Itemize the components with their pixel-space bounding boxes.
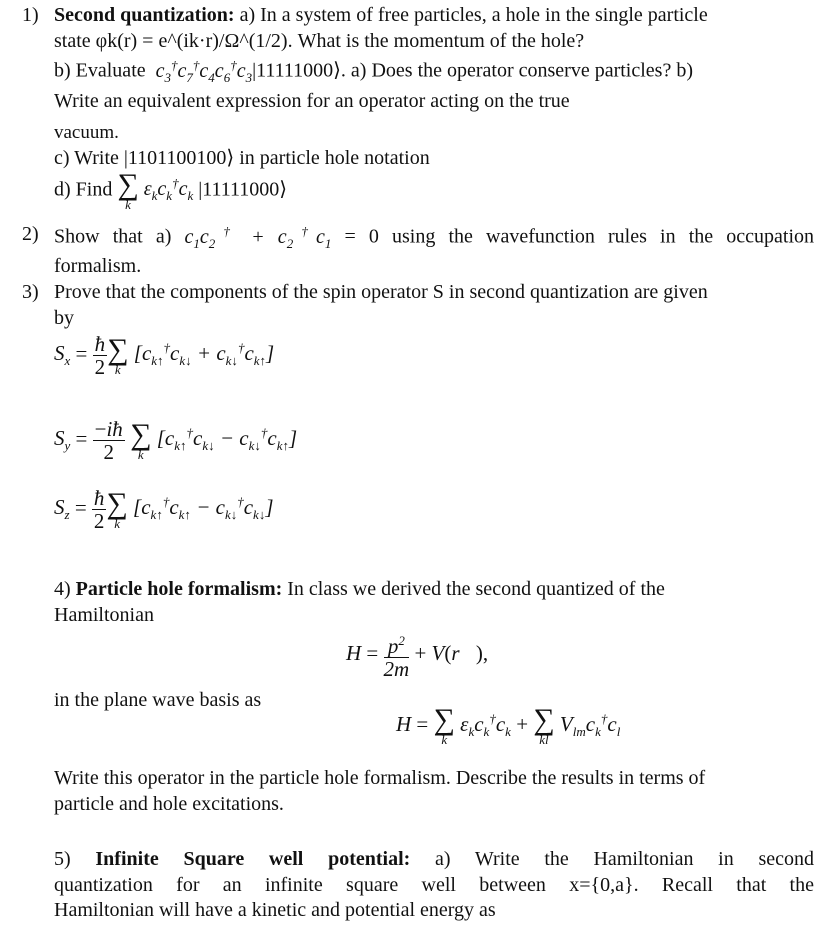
problem-2-line-2: formalism.	[54, 254, 142, 277]
problem-2-line-1: Show that a) $c_1c_2^\dagger + c_2^\dagger c_1 = 0$ using the wavefunction rules in the occupation	[54, 223, 815, 251]
problem-number: 2)	[22, 223, 39, 245]
problem-number: 5)	[54, 848, 71, 870]
problem-1-line-3: b) Evaluate $c_3^\dagger c_7^\dagger c_4c_6^\dagger c_3|11111000⟩$. a) Does the operator conserve particles? b)	[54, 57, 693, 85]
section-title: Infinite Square well potential:	[95, 848, 411, 870]
problem-number: 1)	[22, 4, 39, 26]
problem-4-tail	[0, 767, 840, 816]
equation-sz: $S_z$ = $\frac{ħ}{2}$ ∑ k $[c_{k↑}^\dagger c_{k↑} - c_{k↓}^\dagger c_{k↓}]$	[54, 486, 274, 533]
problem-4-line-4: Write this operator in the particle hole formalism. Describe the results in terms of	[54, 767, 706, 789]
equation-sx: $S_x$ = $\frac{ħ}{2}$ ∑ k $[c_{k↑}^\dagger c_{k↓} + c_{k↓}^\dagger c_{k↑}]$	[54, 332, 275, 379]
problem-5	[0, 848, 840, 923]
section-title: Particle hole formalism:	[75, 578, 283, 600]
problem-5-line-3: Hamiltonian will have a kinetic and potential energy as	[54, 899, 496, 922]
sum-symbol: ∑ k	[117, 167, 139, 212]
problem-3	[0, 281, 840, 330]
problem-number: 4)	[54, 578, 71, 600]
problem-1	[0, 4, 840, 211]
problem-2	[0, 223, 840, 279]
problem-1-line-5: vacuum.	[54, 121, 119, 143]
equation-sy: $S_y$ = $\frac{-iħ}{2}$ ∑ k $[c_{k↑}^\dagger c_{k↓} - c_{k↓}^\dagger c_{k↑}]$	[54, 417, 298, 464]
problem-4-line-5: particle and hole excitations.	[54, 792, 284, 815]
problem-3-line-2: by	[54, 306, 74, 329]
operator-product: $c_3^\dagger c_7^\dagger c_4c_6^\dagger c_3$	[155, 57, 253, 85]
anticommutator-expression: $c_1c_2^\dagger + c_2^\dagger c_1$	[184, 223, 332, 251]
problem-5-line-2: quantization for an infinite square well between x={0,a}. Recall that the	[54, 873, 814, 896]
problem-1-line-1: Second quantization: a) In a system of free particles, a hole in the single particle	[54, 4, 708, 26]
problem-5-line-1: 5) Infinite Square well potential: a) Write the Hamiltonian in second	[54, 848, 814, 870]
problem-1-line-4: Write an equivalent expression for an operator acting on the true	[54, 90, 570, 113]
equation-hamiltonian: H = $\frac{p^2}{2m}$ + V(r⃗),	[346, 630, 488, 680]
problem-4-line-1: 4) Particle hole formalism: In class we derived the second quantized of the	[54, 578, 665, 600]
section-title: Second quantization:	[54, 4, 235, 26]
problem-1-line-2: state φk(r) = e^(ik·r)/Ω^(1/2). What is the momentum of the hole?	[54, 29, 585, 52]
problem-4	[0, 578, 840, 627]
problem-number: 3)	[22, 281, 39, 303]
problem-4-line-2: Hamiltonian	[54, 603, 154, 626]
equation-plane-wave-hamiltonian: H = ∑ k $\varepsilon_kc_k^\dagger c_k$ + ∑ kl $V_{lm}c_k^\dagger c_l$	[396, 703, 621, 747]
problem-3-line-1: Prove that the components of the spin operator S in second quantization are given	[54, 281, 708, 303]
problem-4-basis-line: in the plane wave basis as	[54, 689, 262, 711]
problem-1-line-7: d) Find ∑ k $\varepsilon_kc_k^\dagger c_k$ |11111000⟩	[54, 167, 288, 212]
problem-1-line-6: c) Write |1101100100⟩ in particle hole notation	[54, 147, 430, 170]
